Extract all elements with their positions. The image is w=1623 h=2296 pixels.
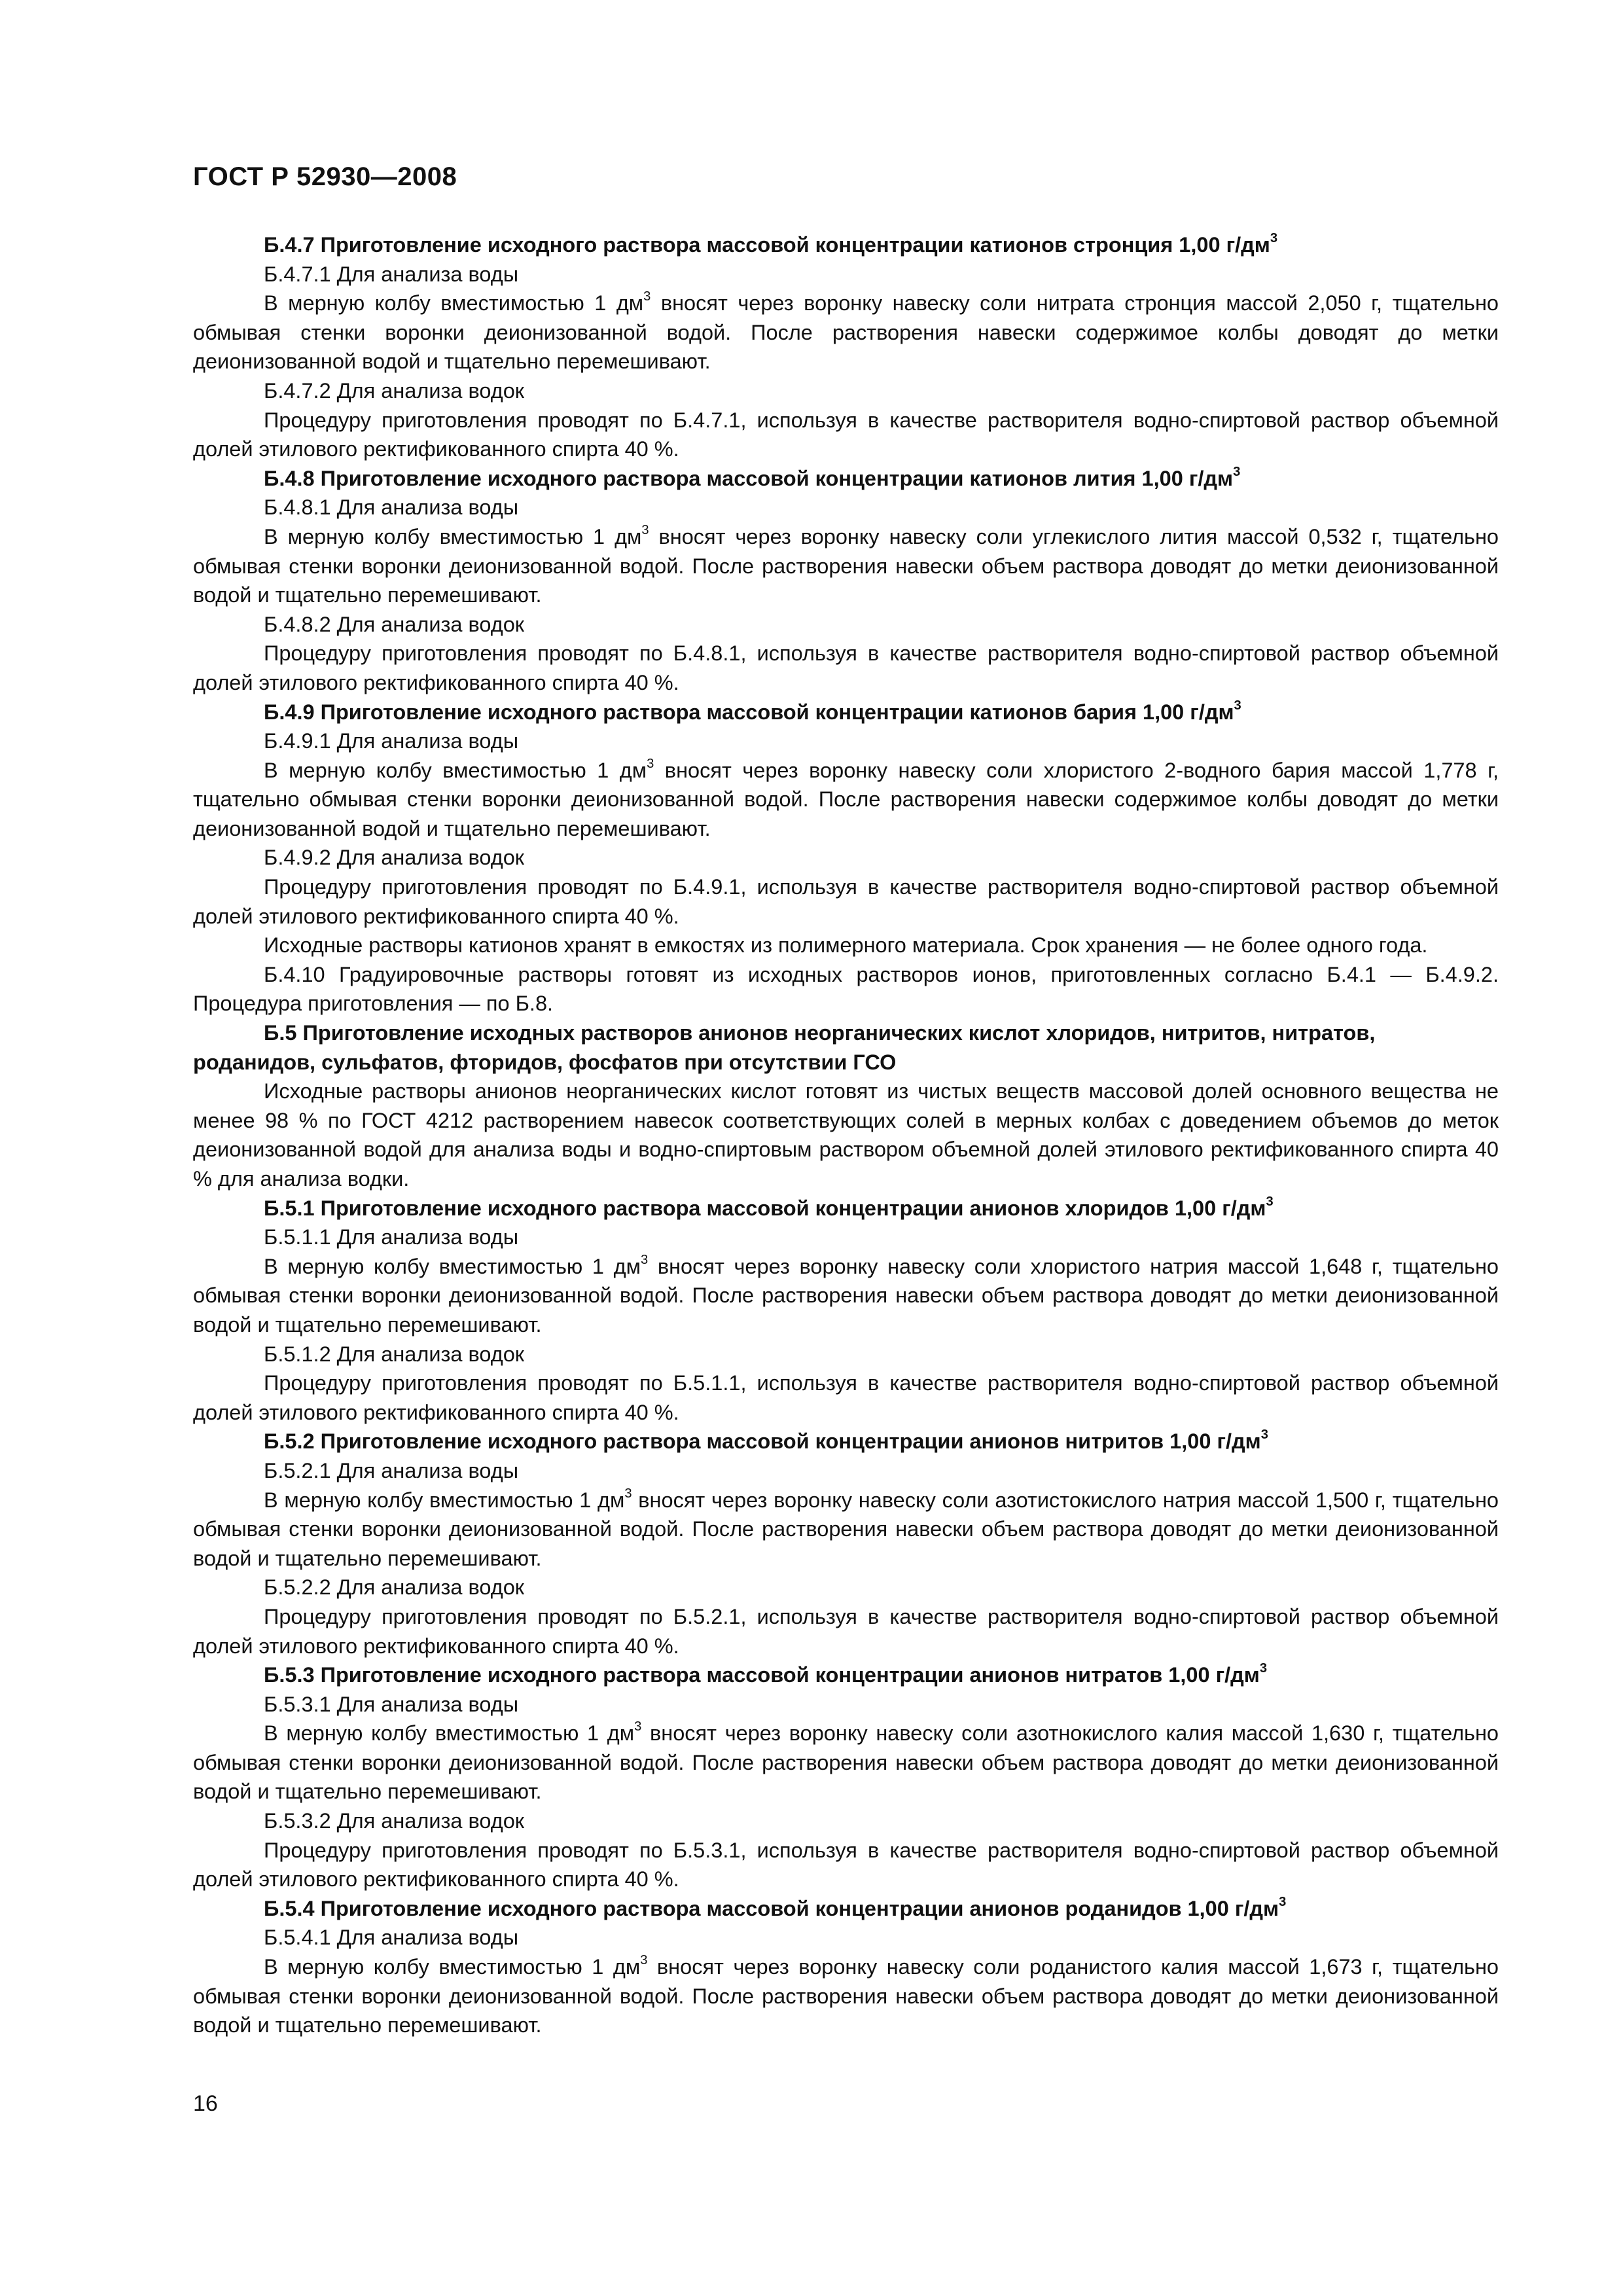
section-heading-b49: Б.4.9 Приготовление исходного раствора массовой концентрации катионов бария 1,00 $г/дм^3$ <box>264 698 1241 724</box>
subsection-b512: Б.5.1.2 Для анализа водок <box>264 1342 525 1366</box>
section-heading-b47: Б.4.7 Приготовление исходного раствора массовой концентрации катионов стронция 1,00 $г/дм^3$ <box>264 230 1278 257</box>
paragraph-b481: В мерную колбу вместимостью 1 $дм^3$ вносят через воронку навеску соли углекислого лития массой 0,532 г, тщательно обмывая стенки воронки деионизованной водой. После растворения навески объем раствора доводят до метки деионизованной водой и тщательно перемешивают. <box>193 522 1499 607</box>
section-heading-b54: Б.5.4 Приготовление исходного раствора массовой концентрации анионов роданидов 1,00 $г/дм^3$ <box>264 1894 1287 1920</box>
subsection-b492: Б.4.9.2 Для анализа водок <box>264 846 525 870</box>
paragraph-b511: В мерную колбу вместимостью 1 $дм^3$ вносят через воронку навеску соли хлористого натрия массой 1,648 г, тщательно обмывая стенки воронки деионизованной водой. После растворения навески объем раствора доводят до метки деионизованной водой и тщательно перемешивают. <box>193 1252 1499 1336</box>
subsection-b471: Б.4.7.1 Для анализа воды <box>264 262 519 286</box>
subsection-b472: Б.4.7.2 Для анализа водок <box>264 378 525 403</box>
section-heading-b48: Б.4.8 Приготовление исходного раствора массовой концентрации катионов лития 1,00 $г/дм^3$ <box>264 464 1241 490</box>
paragraph-b522: Процедуру приготовления проводят по Б.5.2.1, используя в качестве растворителя водно-спиртовой раствор объемной долей этилового ректификованного спирта 40 %. <box>193 1604 1499 1658</box>
subsection-b531: Б.5.3.1 Для анализа воды <box>264 1692 519 1716</box>
paragraph-b521: В мерную колбу вместимостью 1 $дм^3$ вносят через воронку навеску соли азотистокислого натрия массой 1,500 г, тщательно обмывая стенки воронки деионизованной водой. После растворения навески объем раствора доводят до метки деионизованной водой и тщательно перемешивают. <box>193 1486 1499 1570</box>
paragraph-b492: Процедуру приготовления проводят по Б.4.9.1, используя в качестве растворителя водно-спиртовой раствор объемной долей этилового ректификованного спирта 40 %. <box>193 875 1499 928</box>
subsection-b541: Б.5.4.1 Для анализа воды <box>264 1926 519 1950</box>
paragraph-b491: В мерную колбу вместимостью 1 $дм^3$ вносят через воронку навеску соли хлористого 2-водного бария массой 1,778 г, тщательно обмывая стенки воронки деионизованной водой. После растворения навески содержимое колбы доводят до метки деионизованной водой и тщательно перемешивают. <box>193 756 1499 840</box>
subsection-b511: Б.5.1.1 Для анализа воды <box>264 1225 519 1249</box>
subsection-b482: Б.4.8.2 Для анализа водок <box>264 612 525 636</box>
paragraph-b5: Исходные растворы анионов неорганических кислот готовят из чистых веществ массовой долей основного вещества не менее 98 % по ГОСТ 4212 растворением навесок соответствующих солей в мерных колбах с доведением объемов до меток деионизованной водой для анализа воды и водно-спиртовым раствором объемной долей этилового ректификованного спирта 40 % для анализа водки. <box>193 1079 1499 1191</box>
paragraph-b472: Процедуру приготовления проводят по Б.4.7.1, используя в качестве растворителя водно-спиртовой раствор объемной долей этилового ректификованного спирта 40 %. <box>193 408 1499 461</box>
subsection-b491: Б.4.9.1 Для анализа воды <box>264 729 519 753</box>
page-number: 16 <box>193 2091 218 2116</box>
section-heading-b5: Б.5 Приготовление исходных растворов анионов неорганических кислот хлоридов, нитритов, нитратов, роданидов, сульфатов, фторидов, фосфатов при отсутствии ГСО <box>193 1021 1376 1074</box>
paragraph-b531: В мерную колбу вместимостью 1 $дм^3$ вносят через воронку навеску соли азотнокислого калия массой 1,630 г, тщательно обмывая стенки воронки деионизованной водой. После растворения навески объем раствора доводят до метки деионизованной водой и тщательно перемешивают. <box>193 1719 1499 1804</box>
paragraph-storage: Исходные растворы катионов хранят в емкостях из полимерного материала. Срок хранения — не более одного года. <box>264 933 1428 958</box>
section-heading-b51: Б.5.1 Приготовление исходного раствора массовой концентрации анионов хлоридов 1,00 $г/дм^3$ <box>264 1194 1274 1220</box>
paragraph-b532: Процедуру приготовления проводят по Б.5.3.1, используя в качестве растворителя водно-спиртовой раствор объемной долей этилового ректификованного спирта 40 %. <box>193 1838 1499 1892</box>
paragraph-b512: Процедуру приготовления проводят по Б.5.1.1, используя в качестве растворителя водно-спиртовой раствор объемной долей этилового ректификованного спирта 40 %. <box>193 1371 1499 1424</box>
subsection-b522: Б.5.2.2 Для анализа водок <box>264 1575 525 1600</box>
document-header: ГОСТ Р 52930—2008 <box>193 162 457 191</box>
section-heading-b52: Б.5.2 Приготовление исходного раствора массовой концентрации анионов нитритов 1,00 $г/дм^3$ <box>264 1427 1268 1454</box>
document-body <box>193 230 1499 2040</box>
section-heading-b53: Б.5.3 Приготовление исходного раствора массовой концентрации анионов нитратов 1,00 $г/дм^3$ <box>264 1660 1268 1687</box>
subsection-b521: Б.5.2.1 Для анализа воды <box>264 1458 519 1482</box>
subsection-b481: Б.4.8.1 Для анализа воды <box>264 495 519 520</box>
subsection-b532: Б.5.3.2 Для анализа водок <box>264 1809 525 1833</box>
paragraph-b410: Б.4.10 Градуировочные растворы готовят из исходных растворов ионов, приготовленных согласно Б.4.1 — Б.4.9.2. Процедура приготовления — по Б.8. <box>193 962 1499 1016</box>
paragraph-b541: В мерную колбу вместимостью 1 $дм^3$ вносят через воронку навеску соли роданистого калия массой 1,673 г, тщательно обмывая стенки воронки деионизованной водой. После растворения навески объем раствора доводят до метки деионизованной водой и тщательно перемешивают. <box>193 1952 1499 2037</box>
paragraph-b482: Процедуру приготовления проводят по Б.4.8.1, используя в качестве растворителя водно-спиртовой раствор объемной долей этилового ректификованного спирта 40 %. <box>193 641 1499 694</box>
paragraph-b471: В мерную колбу вместимостью 1 $дм^3$ вносят через воронку навеску соли нитрата стронция массой 2,050 г, тщательно обмывая стенки воронки деионизованной водой. После растворения навески содержимое колбы доводят до метки деионизованной водой и тщательно перемешивают. <box>193 289 1499 374</box>
